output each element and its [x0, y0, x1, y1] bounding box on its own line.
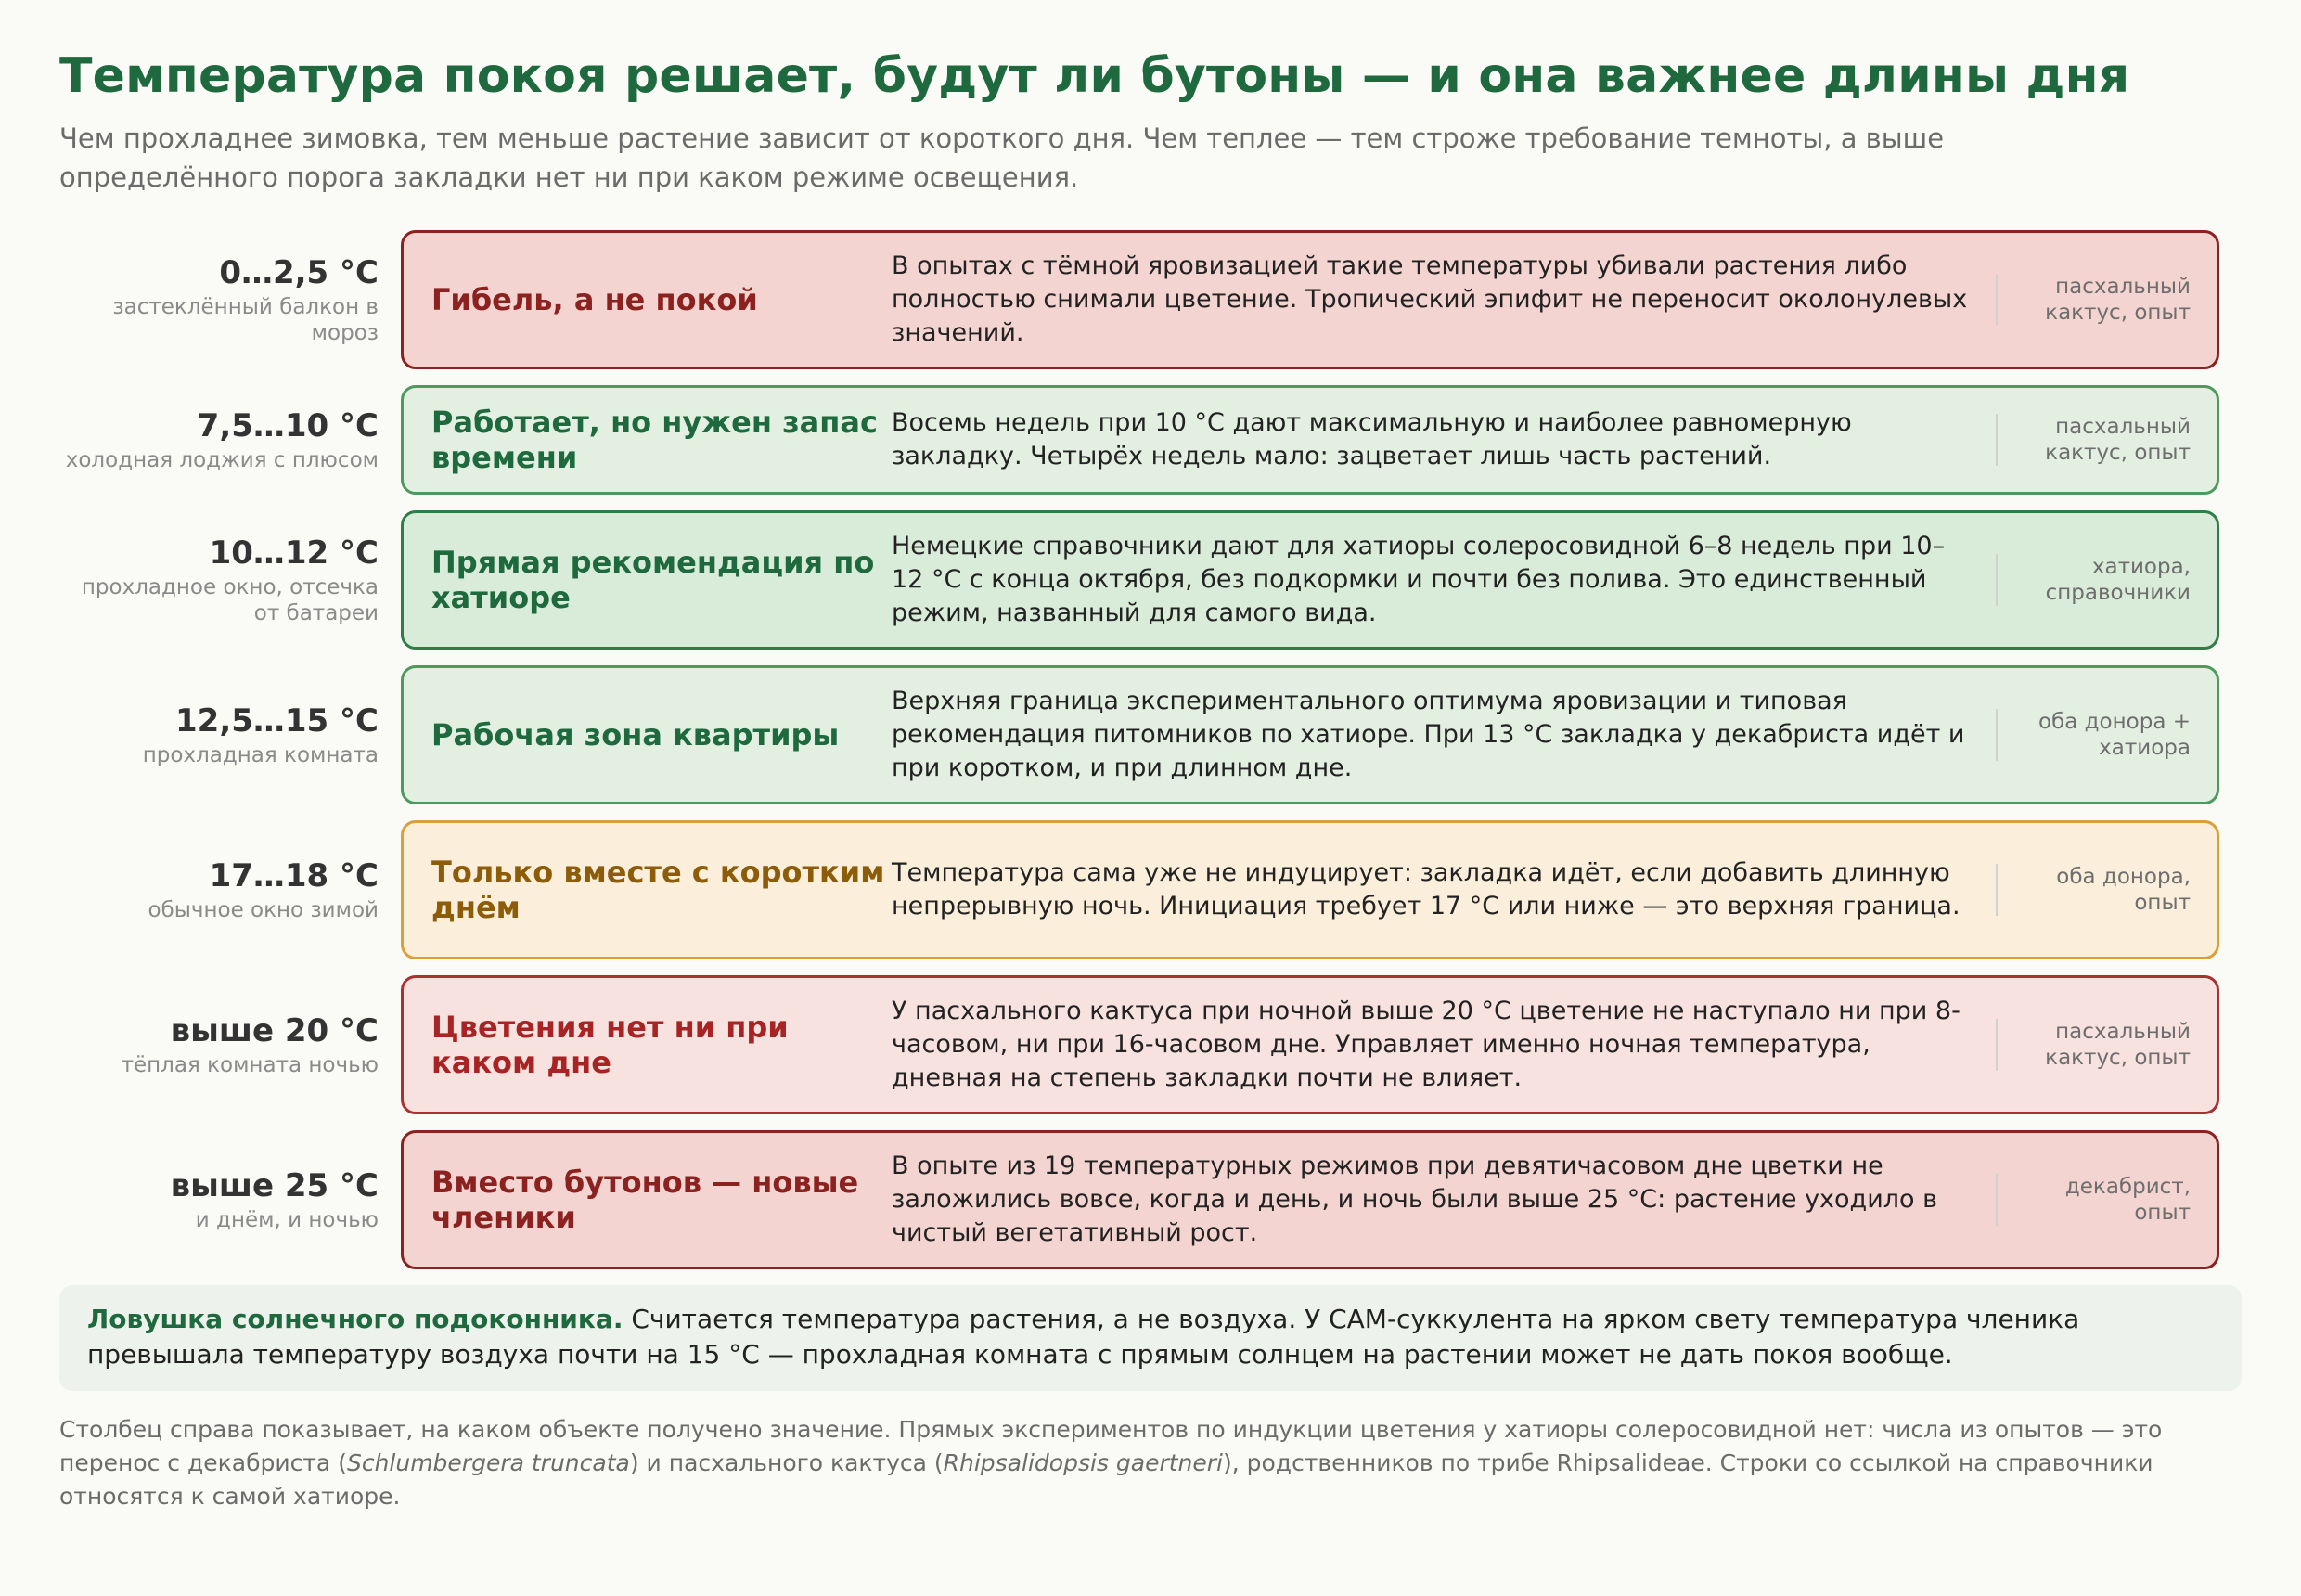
footnote-text: Столбец справа показывает, на каком объекте получено значение. Прямых экспериментов по индукции цветения у хатиоры солеросовидной нет: числа из опытов — это перенос с декабриста (: [59, 1416, 2163, 1476]
temperature-cell: [59, 534, 401, 626]
outcome-card: [401, 385, 2219, 495]
outcome-card: [401, 665, 2219, 804]
row-7-5-10: [59, 385, 2242, 495]
species-name: Schlumbergera truncata: [346, 1449, 630, 1476]
row-12-5-15: [59, 665, 2242, 804]
outcome-label: Цветения нет ни при каком дне: [431, 1010, 789, 1080]
row-10-12: [59, 510, 2242, 650]
evidence-source: декабрист, опыт: [1996, 1174, 2191, 1226]
temperature-range: 12,5…15 °C: [175, 702, 379, 740]
outcome-description: У пасхального кактуса при ночной выше 20 °C цветение не наступало ни при 8-часовом, ни при 16-часовом дне. Управляет именно ночная температура, дневная на степень закладки почти не влияет.: [892, 997, 1960, 1092]
outcome-description: В опыте из 19 температурных режимов при девятичасовом дне цветки не заложились вовсе, когда и день, и ночь были выше 25 °C: растение уходило в чистый вегетативный рост.: [892, 1152, 1938, 1247]
outcome-label: Рабочая зона квартиры: [431, 717, 840, 753]
temperature-context: и днём, и ночью: [195, 1208, 379, 1232]
evidence-source: оба донора + хатиора: [1996, 709, 2191, 761]
evidence-source: оба донора, опыт: [1996, 864, 2191, 916]
evidence-source: пасхальный кактус, опыт: [1996, 414, 2191, 466]
temperature-context: застеклённый балкон в мороз: [112, 295, 379, 345]
temperature-range: 10…12 °C: [209, 534, 379, 572]
evidence-source: хатиора, справочники: [1996, 554, 2191, 606]
temperature-range: выше 20 °C: [170, 1012, 379, 1049]
temperature-range: 0…2,5 °C: [219, 254, 379, 291]
note-heading: Ловушка солнечного подоконника.: [87, 1304, 623, 1334]
temperature-cell: [59, 856, 401, 923]
outcome-description: Верхняя граница экспериментального оптимума яровизации и типовая рекомендация питомников по хатиоре. При 13 °C закладка у декабриста идёт и при коротком, и при длинном дне.: [892, 687, 1965, 782]
temperature-context: обычное окно зимой: [148, 898, 379, 922]
page-subtitle: Чем прохладнее зимовка, тем меньше растение зависит от короткого дня. Чем теплее — тем строже требование темноты, а выше определённого порога закладки нет ни при каком режиме освещения.: [59, 122, 1945, 193]
windowsill-trap-note: [59, 1285, 2242, 1391]
temperature-cell: [59, 406, 401, 473]
temperature-rows: [59, 230, 2242, 1269]
outcome-description: Восемь недель при 10 °C дают максимальную и наиболее равномерную закладку. Четырёх недель мало: зацветает лишь часть растений.: [892, 408, 1852, 470]
outcome-description: Немецкие справочники дают для хатиоры солеросовидной 6–8 недель при 10–12 °C с конца октября, без подкормки и почти без полива. Это единственный режим, названный для самого вида.: [892, 532, 1946, 627]
temperature-cell: [59, 701, 401, 768]
temperature-range: 7,5…10 °C: [197, 407, 379, 444]
outcome-description: Температура сама уже не индуцирует: закладка идёт, если добавить длинную непрерывную ночь. Инициация требует 17 °C или ниже — это верхняя граница.: [892, 858, 1960, 920]
outcome-label: Прямая рекомендация по хатиоре: [431, 545, 875, 615]
temperature-cell: [59, 1011, 401, 1078]
species-name: Rhipsalidopsis gaertneri: [943, 1449, 1223, 1476]
outcome-label: Только вместе с коротким днём: [431, 855, 885, 925]
outcome-label: Гибель, а не покой: [431, 282, 758, 317]
temperature-context: прохладная комната: [142, 743, 379, 767]
outcome-label: Работает, но нужен запас времени: [431, 405, 878, 475]
outcome-card: [401, 230, 2219, 369]
footnote: [59, 1413, 2242, 1513]
temperature-range: выше 25 °C: [170, 1167, 379, 1204]
outcome-label: Вместо бутонов — новые членики: [431, 1165, 859, 1235]
outcome-card: [401, 975, 2219, 1114]
temperature-cell: [59, 1166, 401, 1233]
outcome-card: [401, 510, 2219, 650]
page-title: Температура покоя решает, будут ли бутоны — и она важнее длины дня: [59, 48, 2130, 104]
outcome-card: [401, 1130, 2219, 1269]
temperature-range: 17…18 °C: [209, 857, 379, 895]
infographic: [59, 46, 2242, 1513]
footnote-text: ), родственников по трибе Rhipsalideae. Строки со ссылкой на справочники относятся к самой хатиоре.: [59, 1449, 2153, 1510]
row-0-2-5: [59, 230, 2242, 369]
temperature-context: тёплая комната ночью: [121, 1053, 379, 1077]
evidence-source: пасхальный кактус, опыт: [1996, 274, 2191, 326]
row-above-25: [59, 1130, 2242, 1269]
temperature-context: прохладное окно, отсечка от батареи: [81, 575, 379, 625]
outcome-card: [401, 820, 2219, 959]
temperature-cell: [59, 253, 401, 346]
row-17-18: [59, 820, 2242, 959]
note-text: Считается температура растения, а не воздуха. У CAM-суккулента на ярком свету температура членика превышала температуру воздуха почти на 15 °C — прохладная комната с прямым солнцем на растении может не дать покоя вообще.: [87, 1304, 2080, 1370]
row-above-20: [59, 975, 2242, 1114]
evidence-source: пасхальный кактус, опыт: [1996, 1019, 2191, 1071]
footnote-text: ) и пасхального кактуса (: [629, 1449, 944, 1476]
temperature-context: холодная лоджия с плюсом: [65, 448, 379, 472]
outcome-description: В опытах с тёмной яровизацией такие температуры убивали растения либо полностью снимали цветение. Тропический эпифит не переносит околонулевых значений.: [892, 251, 1968, 347]
